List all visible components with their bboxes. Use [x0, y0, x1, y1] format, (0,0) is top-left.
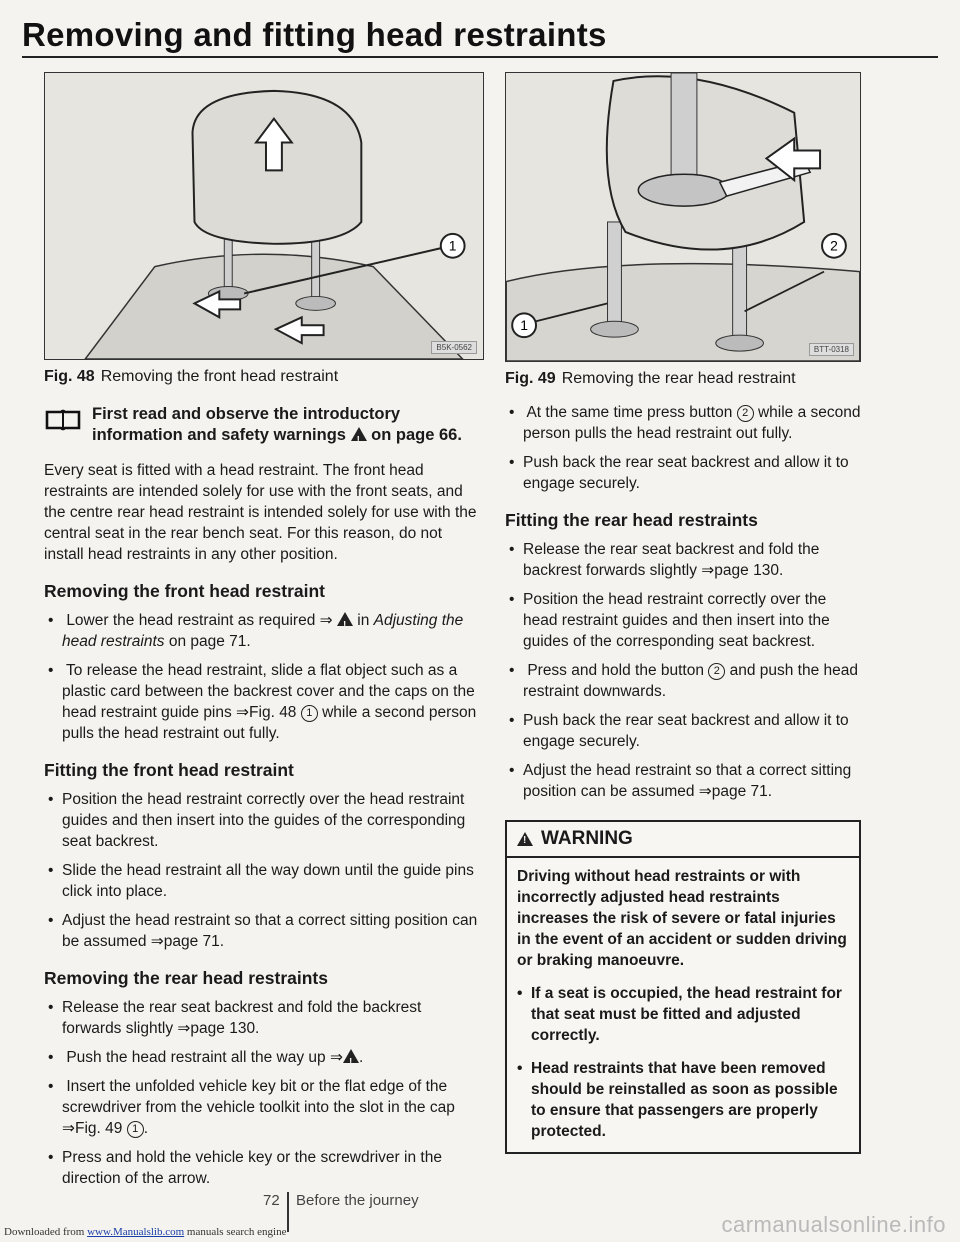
manualslib-link[interactable]: www.Manualslib.com [87, 1226, 185, 1238]
list-item: • Release the rear seat backrest and fold the backrest forwards slightly ⇒page 130. [505, 539, 861, 581]
list-item: • At the same time press button 2 while a second person pulls the head restraint out fully. [505, 402, 861, 444]
title-rule [22, 56, 938, 58]
warning-item: • If a seat is occupied, the head restraint for that seat must be fitted and adjusted correctly. [517, 983, 849, 1046]
front-head-restraint-illustration [45, 73, 483, 359]
section-name: Before the journey [296, 1192, 419, 1209]
list-item: • Push back the rear seat backrest and allow it to engage securely. [505, 452, 861, 494]
list-item: • Push the head restraint all the way up ⇒! . [44, 1047, 484, 1068]
figure-code: B5K-0562 [431, 341, 477, 354]
warning-triangle-icon [351, 427, 367, 441]
right-column [505, 72, 861, 1154]
list-item: • Insert the unfolded vehicle key bit or the flat edge of the screwdriver from the vehicle toolkit into the slot in the cap ⇒Fig. 49 1 . [44, 1076, 484, 1139]
open-book-icon [44, 408, 82, 432]
figure-48 [44, 72, 484, 360]
footer-divider [287, 1192, 289, 1232]
paragraph: Every seat is fitted with a head restraint. The front head restraints are intended solely for use with the front seats, and the centre rear head restraint is intended solely for use with the central seat in the rear bench seat. For this reason, do not install head restraints in any other position. [44, 462, 477, 563]
warning-triangle-icon [337, 612, 353, 626]
warning-box [505, 820, 861, 1154]
list-item: • Push back the rear seat backrest and allow it to engage securely. [505, 710, 861, 752]
list-item: • Adjust the head restraint so that a correct sitting position can be assumed ⇒page 71. [44, 910, 484, 952]
figure-code: BTT-0318 [809, 343, 854, 356]
heading-removing-rear: Removing the rear head restraints [44, 968, 328, 988]
watermark: carmanualsonline.info [721, 1212, 946, 1237]
warning-paragraph: Driving without head restraints or with incorrectly adjusted head restraints increases the risk of severe or fatal injuries in the event of an accident or sudden driving or braking manoeuvre. [517, 868, 847, 969]
caption-number: Fig. 48 [44, 368, 95, 385]
heading-fitting-front: Fitting the front head restraint [44, 760, 294, 780]
cross-reference[interactable]: Adjusting the head restraints [62, 612, 464, 650]
warning-item: • Head restraints that have been removed should be reinstalled as soon as possible to ensure that passengers are properly protected. [517, 1058, 849, 1142]
figure-49-caption [505, 370, 861, 388]
left-column [44, 72, 484, 1189]
list-item: • Lower the head restraint as required ⇒ ! in Adjusting the head restraints on page 71. [44, 610, 484, 652]
caption-text: Removing the rear head restraint [561, 370, 796, 387]
callout-1-icon: 1 [127, 1121, 144, 1138]
heading-removing-front: Removing the front head restraint [44, 581, 326, 601]
page-number: 72 [263, 1192, 280, 1209]
intro-notice [44, 404, 484, 446]
caption-number: Fig. 49 [505, 370, 556, 387]
figure-48-caption [44, 368, 484, 386]
callout-1: 1 [520, 317, 528, 334]
heading-fitting-rear: Fitting the rear head restraints [505, 510, 758, 530]
warning-header [507, 822, 859, 858]
callout-1-icon: 1 [301, 705, 318, 722]
caption-text: Removing the front head restraint [100, 368, 339, 385]
callout-2-icon: 2 [708, 663, 725, 680]
warning-title: WARNING [541, 828, 633, 849]
callout-1: 1 [448, 237, 457, 254]
callout-2: 2 [830, 237, 838, 254]
list-item: • Adjust the head restraint so that a correct sitting position can be assumed ⇒page 71. [505, 760, 861, 802]
intro-page-ref[interactable]: on page 66. [371, 426, 462, 444]
intro-text: First read and observe the introductory information and safety warnings [92, 405, 401, 444]
list-item: • Release the rear seat backrest and fold the backrest forwards slightly ⇒page 130. [44, 997, 484, 1039]
page-title: Removing and fitting head restraints [22, 16, 607, 53]
list-item: • Position the head restraint correctly over the head restraint guides and then insert into the guides of the corresponding seat backrest. [44, 789, 484, 852]
warning-triangle-icon [517, 832, 533, 846]
callout-2-icon: 2 [737, 405, 754, 422]
warning-triangle-icon [343, 1049, 359, 1063]
list-item: • Press and hold the button 2 and push the head restraint downwards. [505, 660, 861, 702]
warning-body [507, 858, 859, 1152]
list-item: • To release the head restraint, slide a flat object such as a plastic card between the backrest cover and the caps on the head restraint guide pins ⇒Fig. 48 1 while a second person pulls the head restraint out fully. [44, 660, 484, 744]
list-item: • Position the head restraint correctly over the head restraint guides and then insert into the guides of the corresponding seat backrest. [505, 589, 861, 652]
list-item: • Slide the head restraint all the way down until the guide pins click into place. [44, 860, 484, 902]
download-notice: Downloaded from www.Manualslib.com manuals search engine [4, 1226, 287, 1238]
list-item: • Press and hold the vehicle key or the screwdriver in the direction of the arrow. [44, 1147, 484, 1189]
figure-49 [505, 72, 861, 362]
rear-head-restraint-illustration [506, 73, 860, 361]
